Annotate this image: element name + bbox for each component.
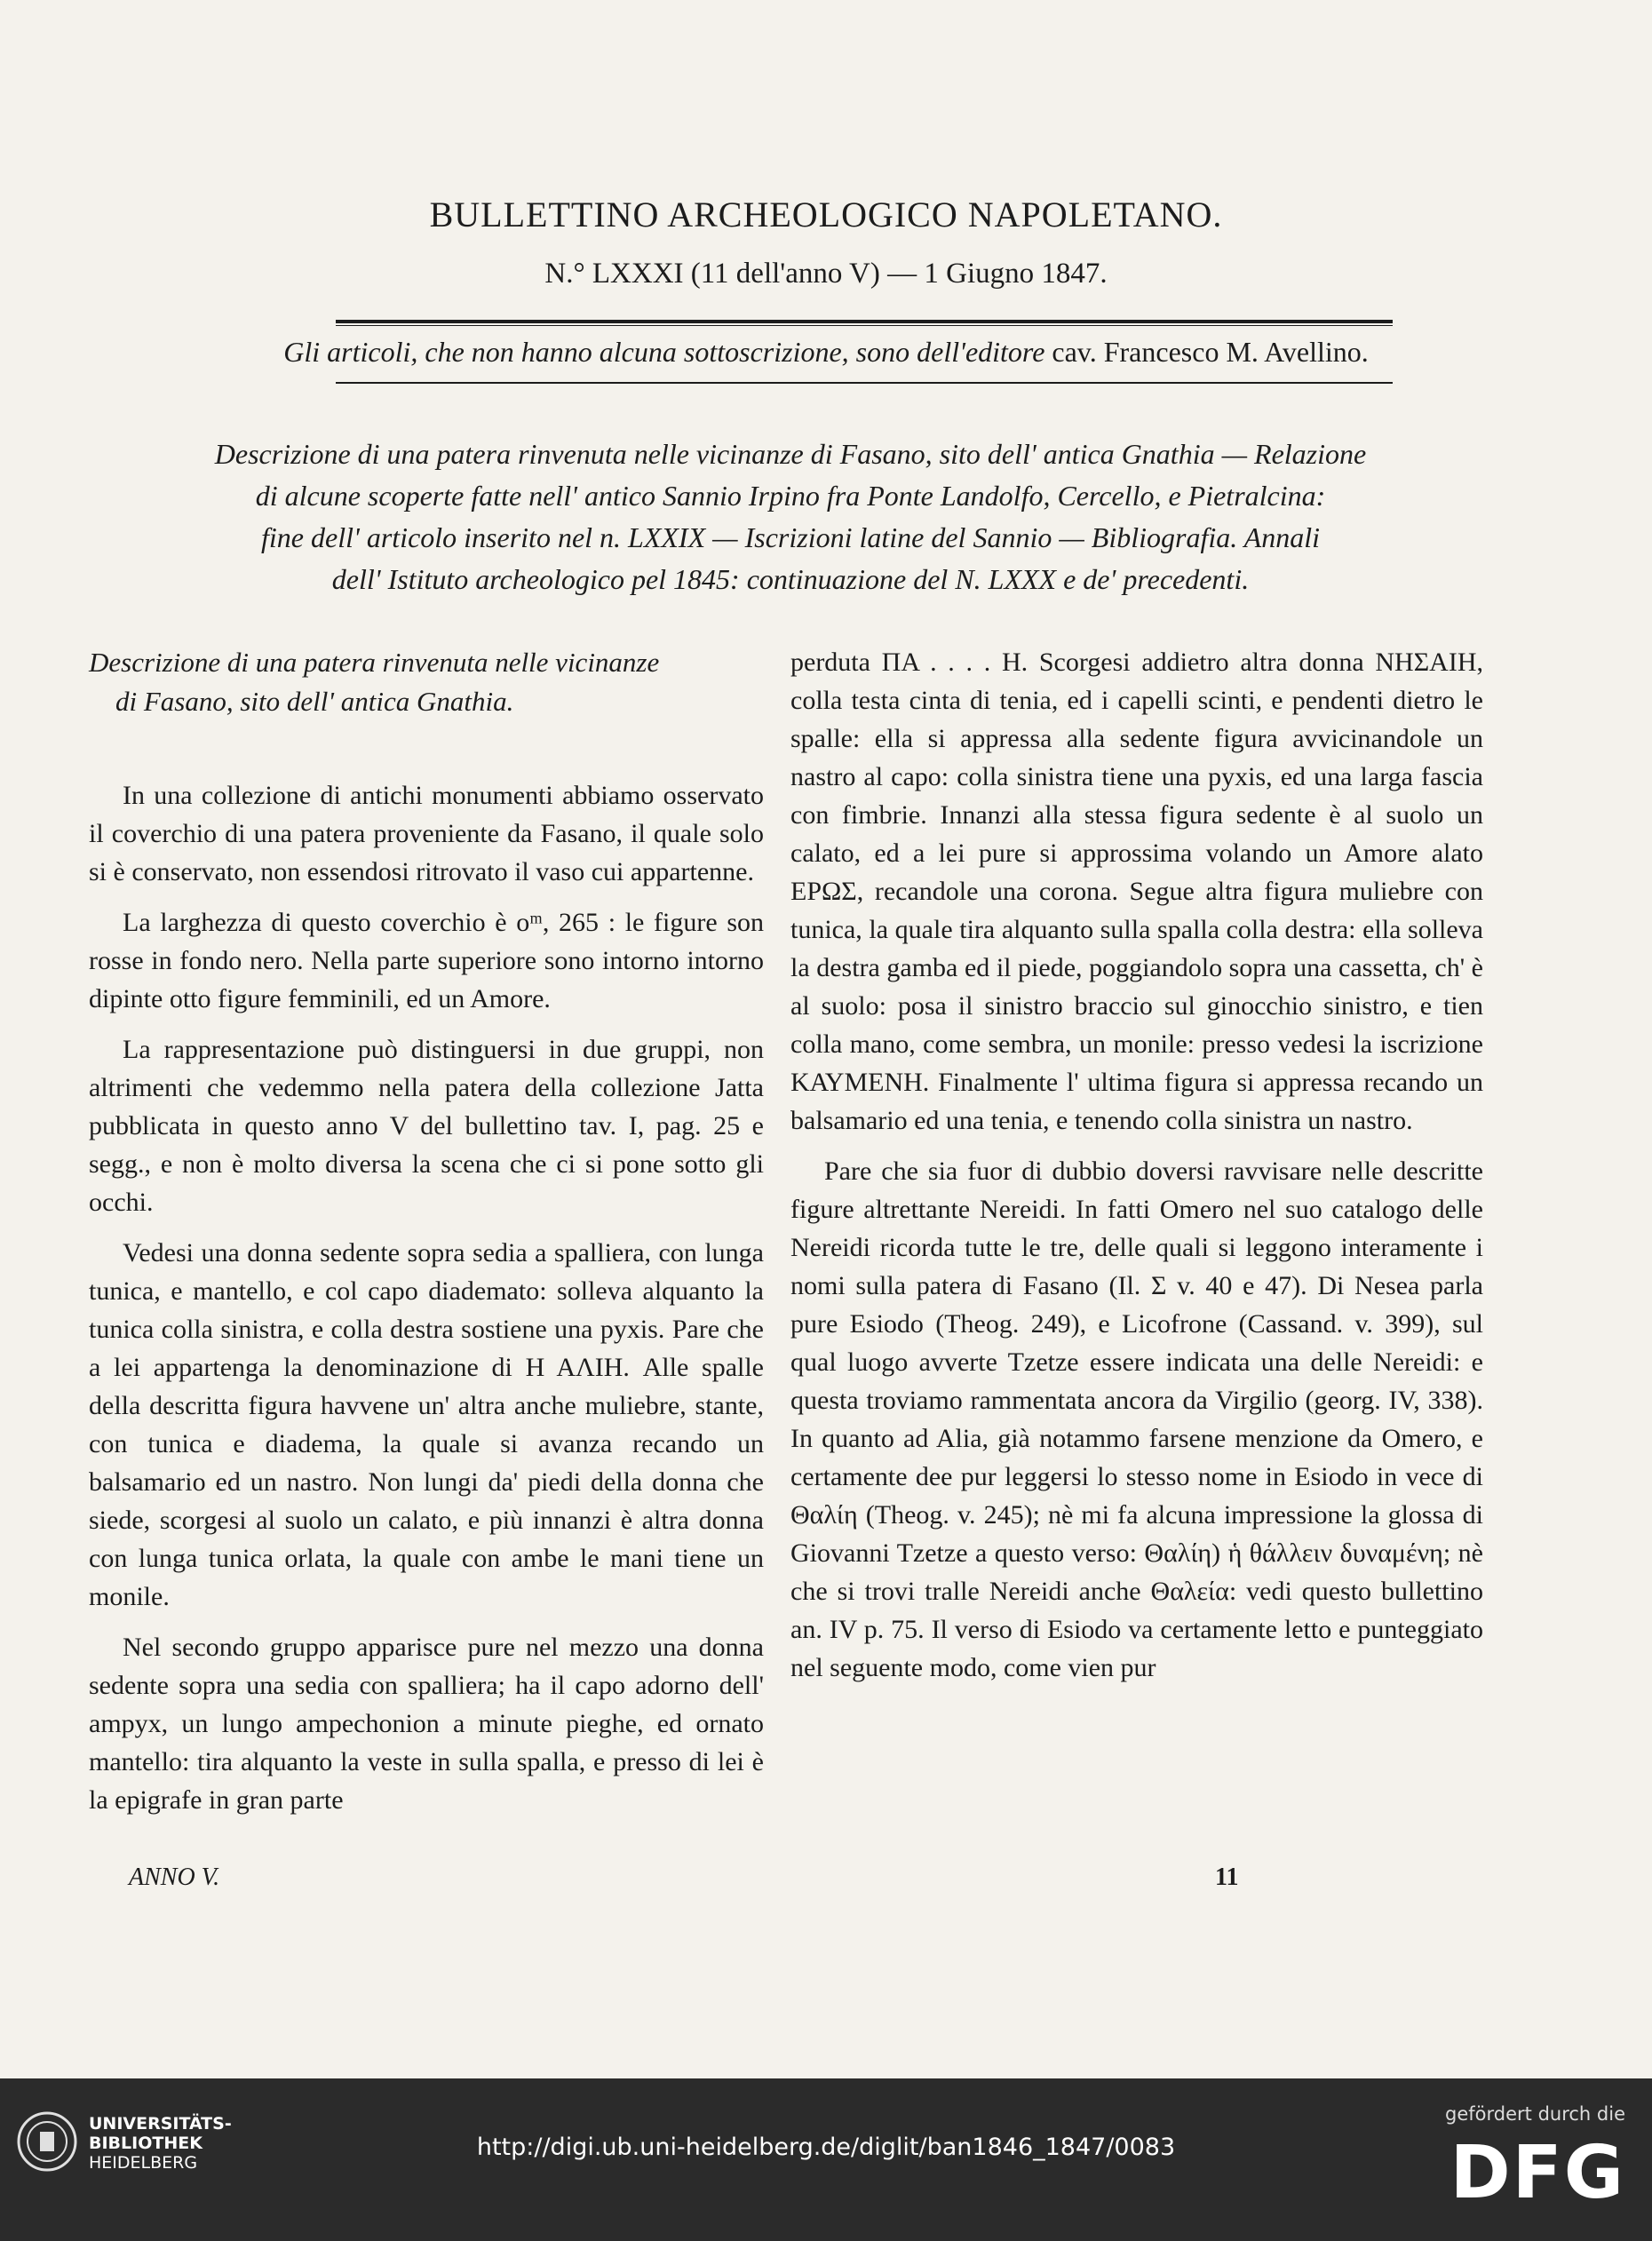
editor-note-name: cav. Francesco M. Avellino. bbox=[1052, 336, 1369, 368]
header-rule-thick bbox=[336, 320, 1393, 323]
paragraph: Vedesi una donna sedente sopra sedia a spalliera, con lunga tunica, e mantello, e col capo diademato: solleva alquanto la tunica colla sinistra, e colla destra sostiene una pyxis. Pare che a lei appartenga la denominazione di Η ΑΛΙΗ. Alle spalle della descritta figura havvene un' altra anche muliebre, stante, con tunica e diadema, la quale si avanza recando un balsamario ed un nastro. Non lungi da' piedi della donna che siede, scorgesi al suolo un calato, e più innanzi è altra donna con lunga tunica orlata, la quale con ambe le mani tiene un monile. bbox=[89, 1238, 764, 1611]
permalink-url[interactable]: http://digi.ub.uni-heidelberg.de/diglit/ban1846_1847/0083 bbox=[476, 2134, 1176, 2161]
page-number: 11 bbox=[1215, 1864, 1239, 1891]
summary-line: Descrizione di una patera rinvenuta nelle vicinanze di Fasano, sito dell' antica Gnathia — Relazione bbox=[214, 438, 1367, 470]
summary-line: dell' Istituto archeologico pel 1845: continuazione del N. LXXX e de' precedenti. bbox=[331, 563, 1250, 595]
paragraph: perduta ΠΑ . . . . Η. Scorgesi addietro altra donna ΝΗΣΑΙΗ, colla testa cinta di tenia, ed i capelli scinti, e pendenti dietro le spalle: ella si appressa alla sedente figura avvicinandole un nastro al capo: colla sinistra tiene una pyxis, ed una larga fascia con fimbrie. Innanzi alla stessa figura sedente è al suolo un calato, ed a lei pure si approssima volando un Amore alato ΕΡΩΣ, recandole una corona. Segue altra figura muliebre con tunica, la quale tira alquanto sulla spalla colla destra: ella solleva la destra gamba ed il piede, poggiandolo sopra una cassetta, ch' è al suolo: posa il sinistro braccio sul ginocchio sinistro, e tien colla mano, come sembra, un monile: presso vedesi la iscrizione ΚΑΥΜΕΝΗ. Finalmente l' ultima figura si appressa recando un balsamario ed una tenia, e tenendo colla sinistra un nastro. bbox=[790, 648, 1483, 1135]
editor-note-italic: Gli articoli, che non hanno alcuna sottoscrizione, sono dell'editore bbox=[283, 336, 1045, 368]
paragraph: La rappresentazione può distinguersi in due gruppi, non altrimenti che vedemmo nella patera della collezione Jatta pubblicata in questo anno V del bullettino tav. I, pag. 25 e segg., e non è molto diversa la scena che ci si pone sotto gli occhi. bbox=[89, 1035, 764, 1217]
section-heading-line: di Fasano, sito dell' antica Gnathia. bbox=[115, 686, 514, 717]
funded-by-label: gefördert durch die bbox=[1445, 2103, 1625, 2125]
summary-line: fine dell' articolo inserito nel n. LXXIX — Iscrizioni latine del Sannio — Bibliografia. Annali bbox=[261, 521, 1320, 553]
viewer-bottom-bar bbox=[0, 2078, 1652, 2241]
section-heading bbox=[89, 643, 764, 721]
issue-line: N.° LXXXI (11 dell'anno V) — 1 Giugno 1847. bbox=[544, 258, 1108, 290]
paragraph: Pare che sia fuor di dubbio doversi ravvisare nelle descritte figure altrettante Nereidi. In fatti Omero nel suo catalogo delle Nereidi ricorda tutte le tre, delle quali si leggono interamente i nomi sulla patera di Fasano (Il. Σ v. 40 e 47). Di Nesea parla pure Esiodo (Theog. 249), e Licofrone (Cassand. v. 399), sul qual luogo avverte Tzetze essere indicata una delle Nereidi: e questa troviamo rammentata ancora da Virgilio (georg. IV, 338). In quanto ad Alia, già notammo farsene menzione da Omero, e certamente dee pur leggersi lo stesso nome in Esiodo in vece di Θαλίη (Theog. v. 245); nè mi fa alcuna impressione la glossa di Giovanni Tzetze a questo verso: Θαλίη) ἡ θάλλειν δυναμένη; nè che si trovi tralle Nereidi anche Θαλεία: vedi questo bullettino an. IV p. 75. Il verso di Esiodo va certamente letto e punteggiato nel seguente modo, come vien pur bbox=[790, 1156, 1483, 1682]
library-name-line: BIBLIOTHEK bbox=[89, 2134, 203, 2153]
summary-line: di alcune scoperte fatte nell' antico Sannio Irpino fra Ponte Landolfo, Cercello, e Pietralcina: bbox=[255, 480, 1326, 512]
editor-note bbox=[0, 336, 1652, 369]
paragraph: In una collezione di antichi monumenti abbiamo osservato il coverchio di una patera proveniente da Fasano, il quale solo si è conservato, non essendosi ritrovato il vaso cui appartenne. bbox=[89, 781, 764, 886]
dfg-logo: DFG bbox=[1449, 2131, 1625, 2215]
right-column bbox=[790, 643, 1483, 1699]
header-rule-thin bbox=[336, 325, 1393, 326]
paragraph: La larghezza di questo coverchio è oᵐ, 265 : le figure son rosse in fondo nero. Nella parte superiore sono intorno intorno dipinte otto figure femminili, ed un Amore. bbox=[89, 908, 764, 1013]
paragraph: Nel secondo gruppo apparisce pure nel mezzo una donna sedente sopra una sedia con spalliera; ha il capo adorno dell' ampyx, un lungo ampechonion a minute pieghe, ed ornato mantello: tira alquanto la veste in sulla spalla, e presso di lei è la epigrafe in gran parte bbox=[89, 1633, 764, 1815]
library-name-line: UNIVERSITÄTS- bbox=[89, 2114, 232, 2134]
volume-footer: ANNO V. bbox=[129, 1864, 220, 1891]
section-heading-line: Descrizione di una patera rinvenuta nelle vicinanze bbox=[89, 647, 660, 678]
journal-title: BULLETTINO ARCHEOLOGICO NAPOLETANO. bbox=[429, 195, 1223, 234]
left-column bbox=[89, 643, 764, 1832]
header-rule-bottom bbox=[336, 382, 1393, 384]
library-name-line: HEIDELBERG bbox=[89, 2153, 198, 2173]
issue-summary bbox=[107, 433, 1474, 600]
